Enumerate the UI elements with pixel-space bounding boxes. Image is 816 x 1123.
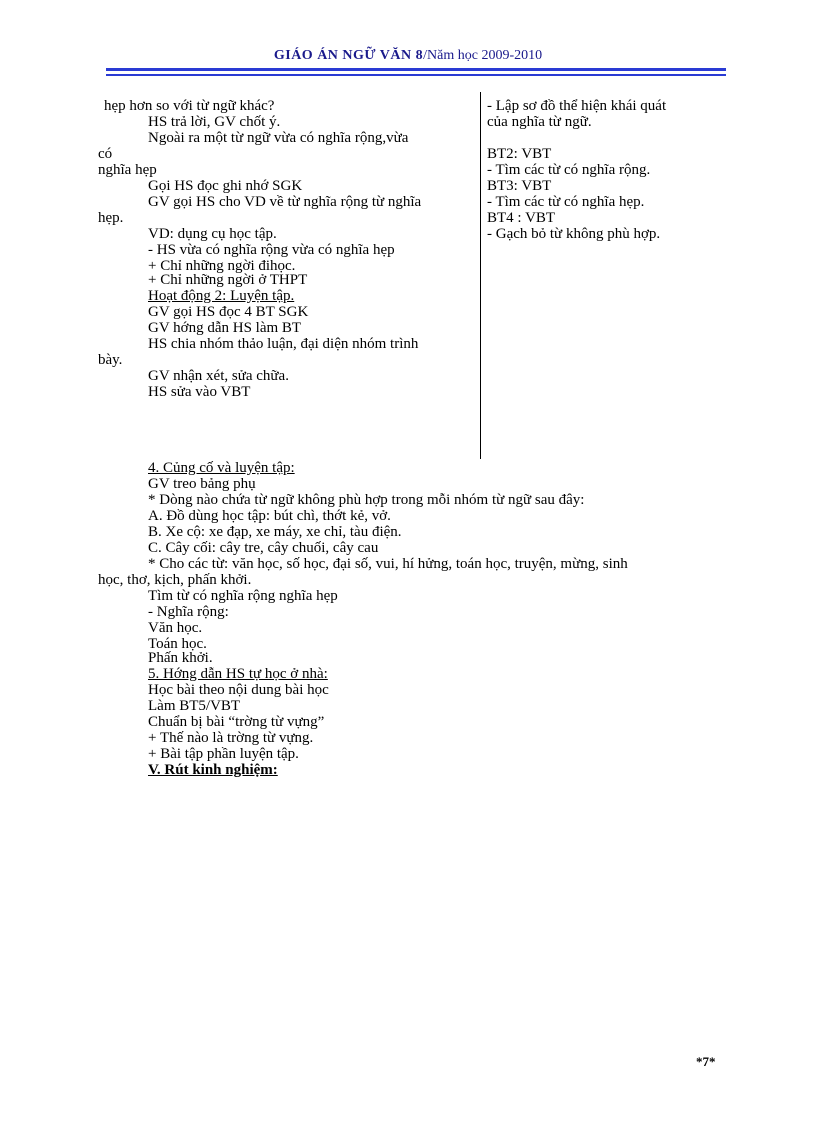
body-line: Làm BT5/VBT: [148, 698, 241, 714]
header-school-year: /Năm học 2009-2010: [423, 48, 543, 63]
body-line: + Bài tập phần luyện tập.: [148, 746, 299, 762]
right-line: của nghĩa từ ngữ.: [487, 114, 592, 130]
body-line: Phấn khởi.: [148, 650, 213, 666]
left-line: HS chia nhóm thảo luận, đại diện nhóm trình: [148, 336, 419, 352]
left-line: hẹp.: [98, 210, 124, 226]
left-line: có: [98, 146, 113, 162]
left-line: VD: dụng cụ học tập.: [148, 226, 277, 242]
body-line: Toán học.: [148, 636, 207, 652]
left-line: HS trả lời, GV chốt ý.: [148, 114, 281, 130]
body-line: C. Cây cối: cây tre, cây chuối, cây cau: [148, 540, 379, 556]
left-line: + Chỉ những ngời ở THPT: [148, 272, 308, 288]
column-divider: [480, 92, 481, 459]
left-line: bày.: [98, 352, 123, 368]
header-rule-thin: [106, 74, 726, 76]
right-line: - Gạch bỏ từ không phù hợp.: [487, 226, 661, 242]
page-header: [0, 48, 816, 64]
body-line: học, thơ, kịch, phấn khởi.: [98, 572, 252, 588]
body-line: Chuẩn bị bài “trờng từ vựng”: [148, 714, 325, 730]
section-heading: 4. Củng cố và luyện tập:: [148, 460, 295, 476]
body-line: * Cho các từ: văn học, số học, đại số, vui, hí hửng, toán học, truyện, mừng, sinh: [148, 556, 628, 572]
left-line: + Chỉ những ngời đihọc.: [148, 258, 296, 274]
left-line: Gọi HS đọc ghi nhớ SGK: [148, 178, 303, 194]
left-line: GV gọi HS đọc 4 BT SGK: [148, 304, 309, 320]
header-title: GIÁO ÁN NGỮ VĂN 8: [273, 48, 424, 63]
left-line: GV nhận xét, sửa chữa.: [148, 368, 289, 384]
body-line: B. Xe cộ: xe đạp, xe máy, xe chỉ, tàu điện.: [148, 524, 402, 540]
section-heading: 5. Hớng dẫn HS tự học ở nhà:: [148, 666, 328, 682]
body-line: + Thế nào là trờng từ vựng.: [148, 730, 314, 746]
page-number: *7*: [696, 1054, 716, 1069]
body-line: GV treo bảng phụ: [148, 476, 256, 492]
left-line: HS sửa vào VBT: [148, 384, 251, 400]
left-line: GV hớng dẫn HS làm BT: [148, 320, 302, 336]
body-line: Học bài theo nội dung bài học: [148, 682, 329, 698]
section-heading: V. Rút kinh nghiệm:: [148, 762, 278, 778]
right-line: - Lập sơ đồ thể hiện khái quát: [487, 98, 667, 114]
left-line: - HS vừa có nghĩa rộng vừa có nghĩa hẹp: [148, 242, 395, 258]
activity-heading: Hoạt động 2: Luyện tập.: [148, 288, 295, 304]
right-line: - Tìm các từ có nghĩa rộng.: [487, 162, 651, 178]
body-line: - Nghĩa rộng:: [148, 604, 229, 620]
right-line: BT3: VBT: [487, 178, 552, 194]
left-line: hẹp hơn so với từ ngữ khác?: [104, 98, 275, 114]
left-line: Ngoài ra một từ ngữ vừa có nghĩa rộng,vừa: [148, 130, 409, 146]
body-line: A. Đồ dùng học tập: bút chì, thớt kẻ, vở.: [148, 508, 391, 524]
body-line: Tìm từ có nghĩa rộng nghĩa hẹp: [148, 588, 338, 604]
left-line: nghĩa hẹp: [98, 162, 157, 178]
right-line: BT4 : VBT: [487, 210, 556, 226]
right-line: - Tìm các từ có nghĩa hẹp.: [487, 194, 645, 210]
body-line: Văn học.: [148, 620, 203, 636]
body-line: * Dòng nào chứa từ ngữ không phù hợp trong mỗi nhóm từ ngữ sau đây:: [148, 492, 585, 508]
right-line: BT2: VBT: [487, 146, 552, 162]
header-rule-thick: [106, 68, 726, 71]
left-line: GV gọi HS cho VD về từ nghĩa rộng từ nghĩa: [148, 194, 422, 210]
